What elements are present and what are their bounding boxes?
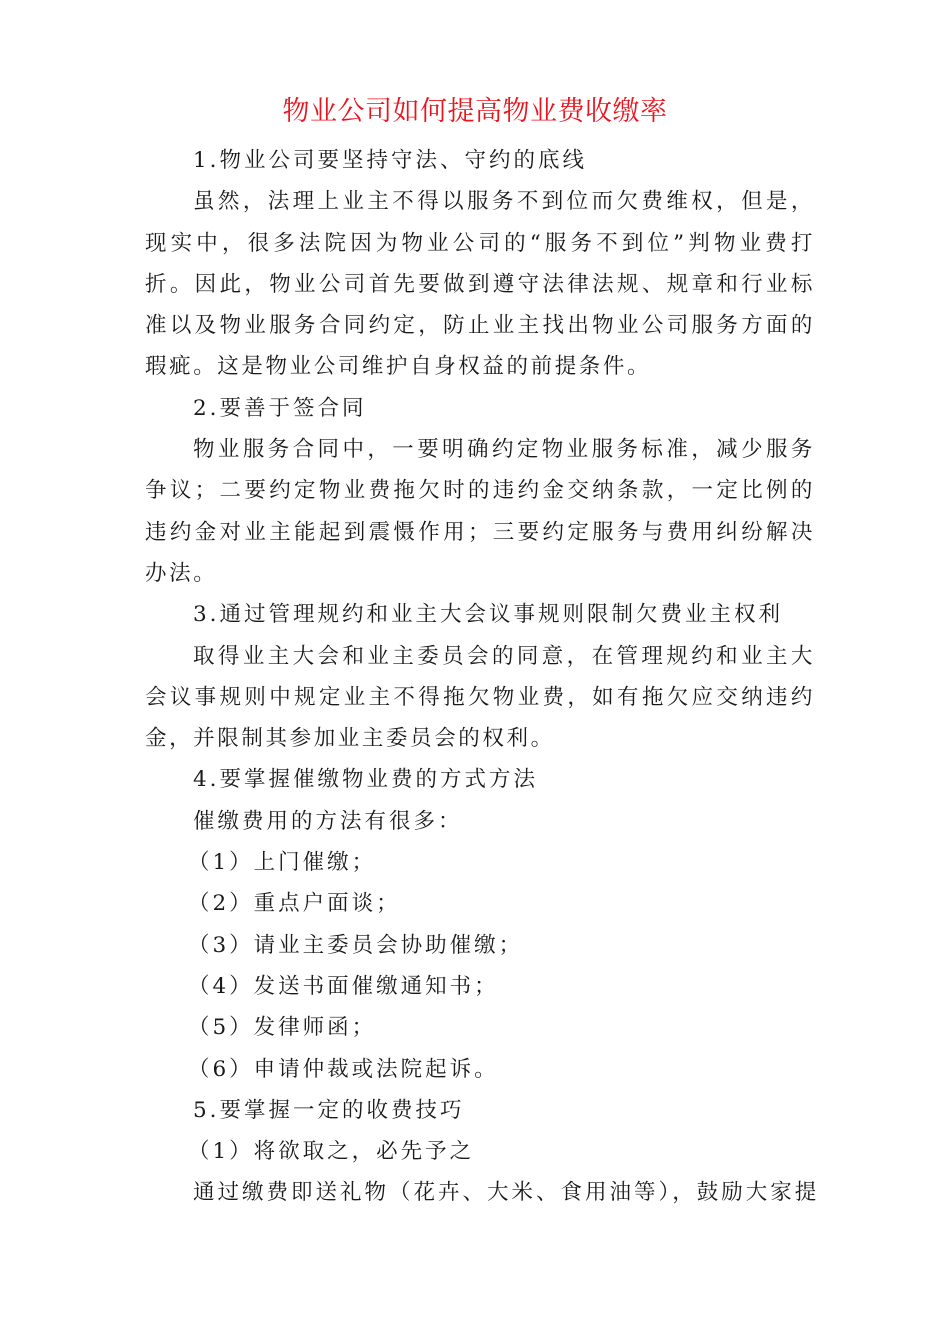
list-item: （4）发送书面催缴通知书； — [188, 973, 499, 999]
list-item: （1）上门催缴； — [188, 850, 377, 876]
section-heading-5: 5.要掌握一定的收费技巧 — [193, 1097, 465, 1123]
paragraph-1: 虽然，法理上业主不得以服务不到位而欠费维权，但是，现实中，很多法院因为物业公司的“服务不到位”判物业费打折。因此，物业公司首先要做到遵守法律法规、规章和行业标准以及物业服务合同约定，防止业主找出物业公司服务方面的瑕疵。这是物业公司维护自身权益的前提条件。 — [145, 189, 815, 380]
list-item: （5）发律师函； — [188, 1015, 377, 1041]
list-item: （3）请业主委员会协助催缴； — [188, 932, 524, 958]
section-heading-3: 3.通过管理规约和业主大会议事规则限制欠费业主权利 — [193, 602, 784, 628]
list-item: （2）重点户面谈； — [188, 891, 401, 917]
section-heading-2: 2.要善于签合同 — [193, 395, 367, 421]
paragraph-4-intro: 催缴费用的方法有很多： — [193, 808, 463, 834]
section-heading-4: 4.要掌握催缴物业费的方式方法 — [193, 767, 539, 793]
section-heading-1: 1.物业公司要坚持守法、守约的底线 — [193, 148, 588, 173]
paragraph-5-text: 通过缴费即送礼物（花卉、大米、食用油等），鼓励大家提 — [193, 1180, 820, 1206]
list-item: （6）申请仲裁或法院起诉。 — [188, 1056, 499, 1082]
paragraph-2: 物业服务合同中，一要明确约定物业服务标准，减少服务争议；二要约定物业费拖欠时的违约金交纳条款，一定比例的违约金对业主能起到震慑作用；三要约定服务与费用纠纷解决办法。 — [145, 437, 815, 586]
list-item: （1）将欲取之，必先予之 — [188, 1139, 475, 1165]
paragraph-3: 取得业主大会和业主委员会的同意，在管理规约和业主大会议事规则中规定业主不得拖欠物业费，如有拖欠应交纳违约金，并限制其参加业主委员会的权利。 — [145, 643, 815, 752]
document-body — [145, 140, 820, 1214]
document-title: 物业公司如何提高物业费收缴率 — [282, 96, 668, 127]
